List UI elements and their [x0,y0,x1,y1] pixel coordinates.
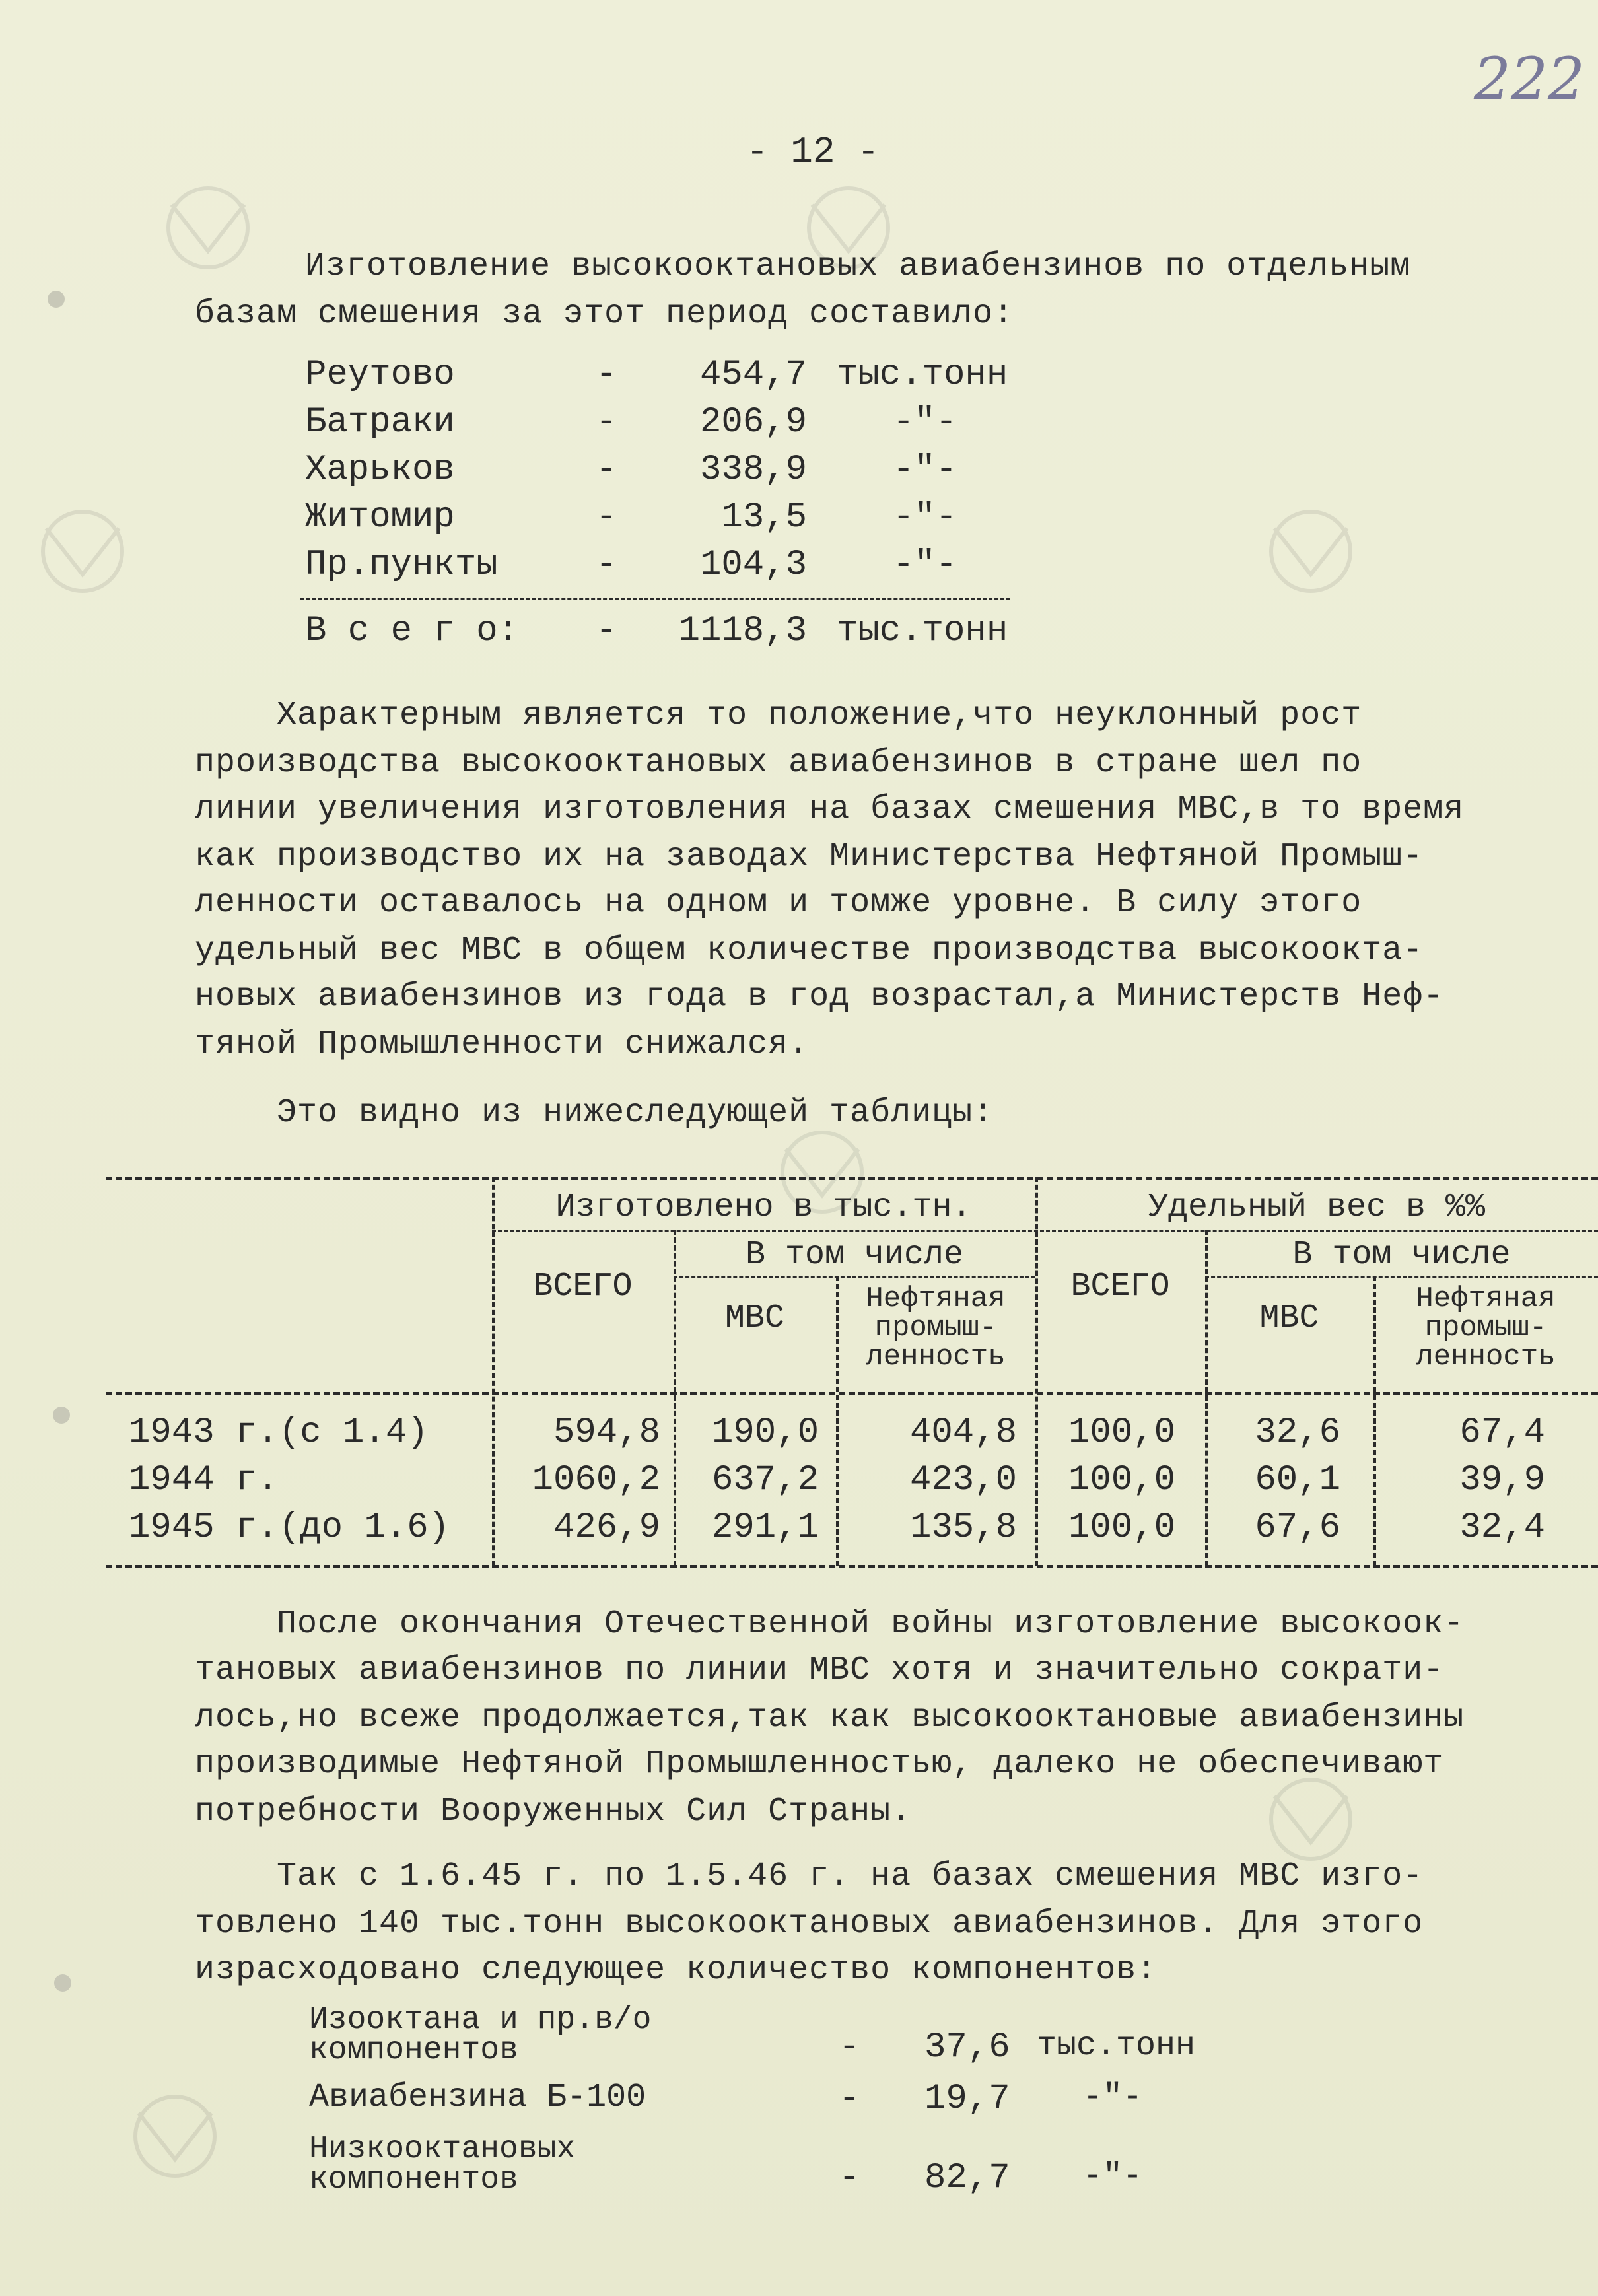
component-dash: - [839,2079,860,2119]
column-header: ВСЕГО [1070,1268,1170,1305]
column-group-header: Изготовлено в тыс.тн. [555,1189,972,1226]
paragraph-line: производимые Нефтяной Промышленностью, далеко не обеспечивают [195,1745,1444,1783]
table-row: 1945 г.(до 1.6) 426,9 291,1 135,8 100,0 67,6 32,4 [129,1508,1545,1548]
list-item: Харьков - 338,9 -"- [305,450,957,490]
component-value: 19,7 [924,2079,1010,2119]
paragraph-line: потребности Вооруженных Сил Страны. [195,1793,912,1830]
paragraph-line: Характерным является то положение,что неуклонный рост [195,697,1362,734]
paragraph-line: как производство их на заводах Министерства Нефтяной Промыш- [195,838,1424,876]
paragraph-line: товлено 140 тыс.тонн высокооктановых авиабензинов. Для этого [195,1905,1424,1943]
total-row: В с е г о: - 1118,3 тыс.тонн [305,611,1008,651]
component-unit: -"- [1083,2079,1143,2116]
component-value: 37,6 [924,2027,1010,2068]
column-header: Нефтяная промыш- ленность [866,1282,1006,1374]
column-header: МВС [1259,1300,1319,1337]
paragraph-line: производства высокооктановых авиабензинов в стране шел по [195,744,1362,782]
paragraph-line: После окончания Отечественной войны изготовление высокоок- [195,1605,1465,1643]
component-name: Низкооктановых компонентов [309,2132,576,2198]
column-header: ВСЕГО [533,1268,633,1305]
component-value: 82,7 [924,2158,1010,2198]
paragraph-line: новых авиабензинов из года в год возрастал,а Министерств Неф- [195,978,1444,1016]
column-header: МВС [724,1300,784,1337]
component-name: Авиабензина Б-100 [309,2079,646,2116]
component-dash: - [839,2027,860,2068]
paragraph-line: линии увеличения изготовления на базах смешения МВС,в то время [195,790,1465,828]
paragraph-line: израсходовано следующее количество компонентов: [195,1951,1158,1989]
page-number: - 12 - [746,131,880,173]
table-intro: Это видно из нижеследующей таблицы: [195,1094,994,1132]
total-divider [300,598,1010,600]
intro-line: базам смешения за этот период составило: [195,295,1014,333]
punch-hole [48,291,65,308]
table-border-top [106,1177,1598,1180]
paragraph-line: лось,но всеже продолжается,так как высокооктановые авиабензины [195,1699,1465,1737]
watermark-emblem-icon [26,502,139,601]
component-name: Изооктана и пр.в/о компонентов [309,2002,652,2068]
watermark-emblem-icon [1255,502,1367,601]
punch-hole [54,1974,71,1992]
component-unit: -"- [1083,2158,1143,2196]
table-line [492,1230,1598,1232]
paragraph-line: ленности оставалось на одном и томже уровне. В силу этого [195,884,1362,922]
paragraph-line: тановых авиабензинов по линии МВС хотя и значительно сократи- [195,1652,1444,1689]
paragraph-line: тяной Промышленности снижался. [195,1026,810,1063]
table-line [1205,1276,1598,1278]
paragraph-line: удельный вес МВС в общем количестве производства высокоокта- [195,932,1424,969]
list-item: Житомир - 13,5 -"- [305,497,957,538]
watermark-emblem-icon [119,2087,231,2186]
handwritten-sheet-number: 222 [1474,45,1585,113]
component-dash: - [839,2158,860,2198]
component-unit: тыс.тонн [1037,2027,1196,2065]
column-header: В том числе [1292,1236,1511,1274]
watermark-emblem-icon [152,178,264,277]
table-row: 1943 г.(с 1.4) 594,8 190,0 404,8 100,0 32,6 67,4 [129,1412,1545,1453]
column-header: В том числе [745,1236,964,1274]
intro-line: Изготовление высокооктановых авиабензинов по отдельным [305,248,1411,285]
column-group-header: Удельный вес в %% [1148,1189,1486,1226]
list-item: Пр.пункты - 104,3 -"- [305,545,957,585]
column-header: Нефтяная промыш- ленность [1416,1282,1556,1374]
table-line [674,1276,1035,1278]
list-item: Батраки - 206,9 -"- [305,402,957,442]
table-row: 1944 г. 1060,2 637,2 423,0 100,0 60,1 39,9 [129,1460,1545,1500]
paragraph-line: Так с 1.6.45 г. по 1.5.46 г. на базах смешения МВС изго- [195,1858,1424,1895]
list-item: Реутово - 454,7 тыс.тонн [305,355,1008,395]
